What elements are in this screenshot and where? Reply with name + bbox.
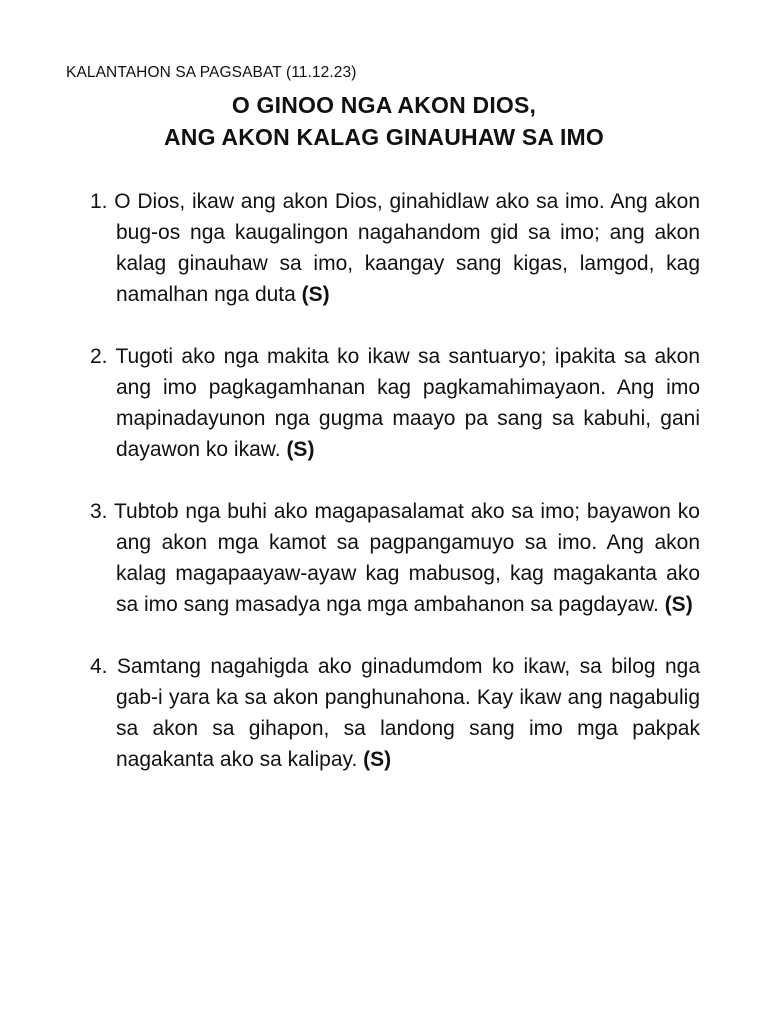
title-line-2: ANG AKON KALAG GINAUHAW SA IMO	[163, 124, 604, 150]
verse-1	[90, 186, 700, 310]
response-marker: (S)	[286, 438, 315, 461]
header-label: KALANTAHON SA PAGSABAT (11.12.23)	[66, 64, 357, 81]
response-marker: (S)	[301, 283, 330, 306]
verse-text: 2. Tugoti ako nga makita ko ikaw sa santuaryo; ipakita sa akon ang imo pagkagamhanan kag pagkamahimayaon. Ang imo mapinadayunon nga gugma maayo pa sang sa kabuhi, gani dayawon ko ikaw.	[90, 345, 700, 461]
verse-text: 4. Samtang nagahigda ako ginadumdom ko ikaw, sa bilog nga gab-i yara ka sa akon panghunahona. Kay ikaw ang nagabulig sa akon sa gihapon, sa landong sang imo mga pakpak nagakanta ako sa kalipay.	[90, 655, 700, 771]
response-marker: (S)	[664, 593, 693, 616]
verse-4	[90, 651, 700, 775]
verse-2	[90, 341, 700, 465]
verse-list	[90, 186, 700, 806]
verse-3	[90, 496, 700, 620]
verse-text: 1. O Dios, ikaw ang akon Dios, ginahidlaw ako sa imo. Ang akon bug-os nga kaugalingon nagahandom gid sa imo; ang akon kalag ginauhaw sa imo, kaangay sang kigas, lamgod, kag namalhan nga duta	[90, 190, 700, 306]
verse-text: 3. Tubtob nga buhi ako magapasalamat ako sa imo; bayawon ko ang akon mga kamot sa pagpangamuyo sa imo. Ang akon kalag magapaayaw-ayaw kag mabusog, kag magakanta ako sa imo sang masadya nga mga ambahanon sa pagdayaw.	[90, 500, 700, 616]
title-line-1: O GINOO NGA AKON DIOS,	[231, 92, 537, 118]
response-marker: (S)	[363, 748, 392, 771]
